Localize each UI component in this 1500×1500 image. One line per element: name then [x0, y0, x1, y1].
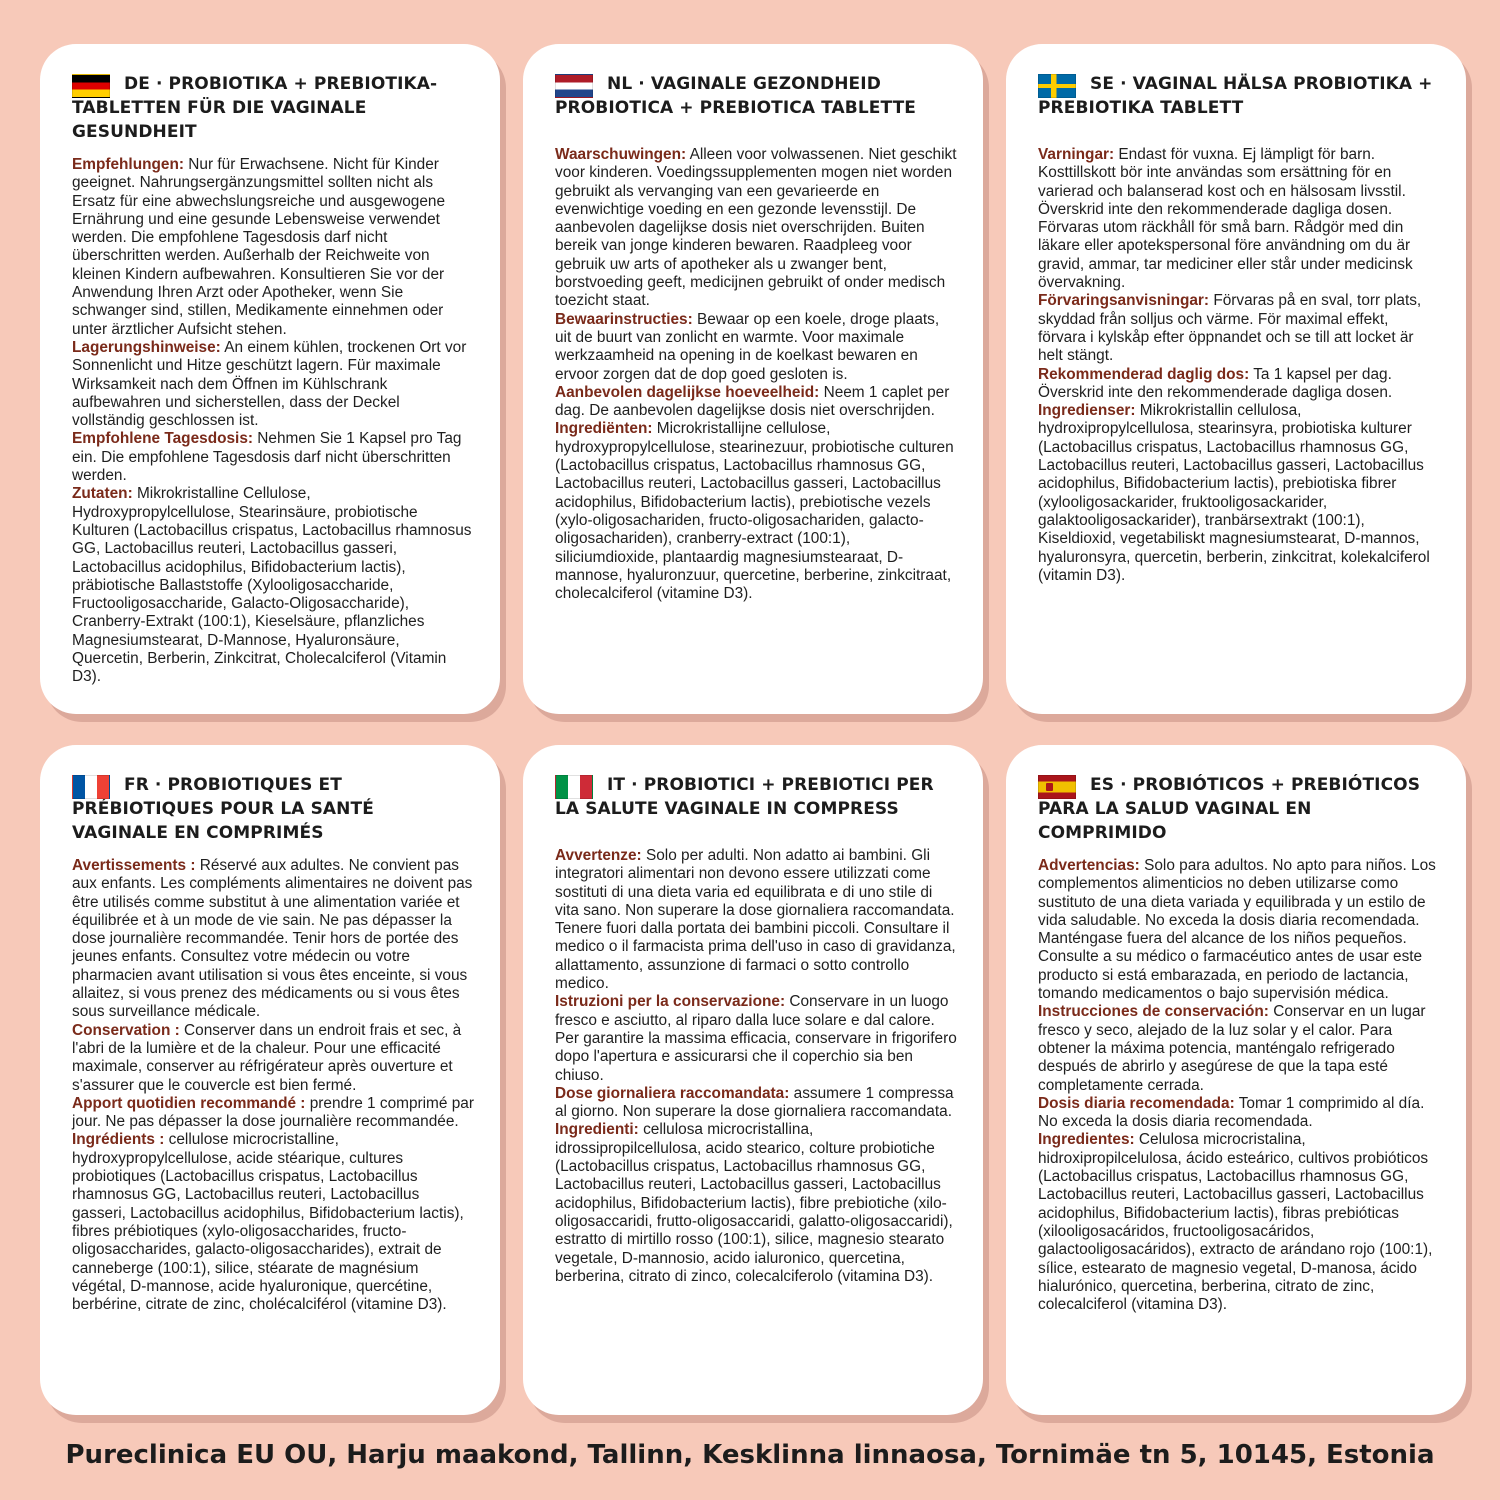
- card-title: FR · PROBIOTIQUES ET PRÉBIOTIQUES POUR LA SANTÉ VAGINALE EN COMPRIMÉS: [72, 775, 374, 843]
- section-label: Bewaarinstructies:: [555, 310, 693, 328]
- section-text: Ta 1 kapsel per dag. Överskrid inte den rekommenderade dagliga dosen.: [1038, 365, 1393, 401]
- card-it: [523, 745, 983, 1415]
- section-ingredients: [555, 420, 957, 603]
- card-title: DE · PROBIOTIKA + PREBIOTIKA-TABLETTEN FÜR DIE VAGINALE GESUNDHEIT: [72, 74, 438, 142]
- section-text: Conservare in un luogo fresco e asciutto, al riparo dalla luce solare e dal calore. Per garantire la massima efficacia, conservare in frigorifero dopo l'apertura e assicurarsi che il coperchio sia ben chiuso.: [555, 993, 957, 1084]
- card-body: [72, 857, 474, 1314]
- card-es: [1006, 745, 1466, 1415]
- footer-address: Pureclinica EU OU, Harju maakond, Tallinn, Kesklinna linnaosa, Tornimäe tn 5, 10145, Estonia: [65, 1440, 1435, 1470]
- section-label: Förvaringsanvisningar:: [1038, 292, 1210, 310]
- section-ingredients: [72, 485, 474, 686]
- card-nl: [523, 44, 983, 714]
- section-storage: [1038, 292, 1440, 365]
- section-storage: [555, 993, 957, 1084]
- section-storage: [555, 311, 957, 384]
- section-label: Ingrediënten:: [555, 420, 653, 438]
- card-header: [555, 72, 957, 134]
- card-se: [1006, 44, 1466, 714]
- section-label: Dose giornaliera raccomandata:: [555, 1084, 790, 1102]
- section-recommendations: [72, 156, 474, 339]
- section-text: Bewaar op een koele, droge plaats, uit de buurt van zonlicht en warmte. Voor maximale werkzaamheid na opening in de koelkast bewaren en ervoor zorgen dat de dop goed gesloten is.: [555, 310, 940, 383]
- section-storage: [72, 1022, 474, 1095]
- section-ingredients: [555, 1121, 957, 1286]
- section-dosage: [72, 430, 474, 485]
- section-text: Réservé aux adultes. Ne convient pas aux enfants. Les compléments alimentaires ne doivent pas être utilisés comme substitut à une alimentation variée et équilibrée et à un mode de vie sain. Ne pas dépasser la dose journalière recommandée. Tenir hors de portée des jeunes enfants. Consultez votre médecin ou votre pharmacien avant utilisation si vous êtes enceinte, si vous allaitez, si vous prenez des médicaments ou si vous êtes sous surveillance médicale.: [72, 857, 473, 1021]
- card-body: [1038, 146, 1440, 585]
- section-warnings: [1038, 857, 1440, 1003]
- section-warnings: [1038, 146, 1440, 292]
- card-body: [555, 146, 957, 603]
- section-dosage: [555, 1085, 957, 1122]
- section-label: Ingrédients :: [72, 1131, 165, 1149]
- france-flag-icon: [72, 775, 110, 799]
- section-text: assumere 1 compressa al giorno. Non superare la dose giornaliera raccomandata.: [555, 1084, 954, 1121]
- section-dosage: [555, 384, 957, 421]
- card-header: [72, 72, 474, 144]
- section-label: Avvertenze:: [555, 847, 642, 864]
- italy-flag-icon: [555, 775, 593, 799]
- section-text: Microkristallijne cellulose, hydroxypropylcellulose, stearinezuur, probiotische culturen (Lactobacillus crispatus, Lactobacillus rhamnosus GG, Lactobacillus reuteri, Lactobacillus gasseri, Lactobacillus acidophilus, Bifidobacterium lactis), prebiotische vezels (xylo-oligosachariden, fructo-oligosachariden, galacto-oligosachariden), cranberry-extract (100:1), siliciumdioxide, plantaardig magnesiumstearaat, D-mannose, hyaluronzuur, quercetine, berberine, zinkcitraat, cholecalciferol (vitamine D3).: [555, 420, 954, 603]
- section-label: Conservation :: [72, 1021, 180, 1039]
- section-dosage: [72, 1095, 474, 1132]
- section-ingredients: [1038, 402, 1440, 585]
- section-text: Förvaras på en sval, torr plats, skyddad från solljus och värme. För maximal effekt, förvara i kylskåp efter öppnandet och se till att locket är helt stängt.: [1038, 292, 1422, 365]
- card-body: [1038, 857, 1440, 1314]
- section-text: Mikrokristallin cellulosa, hydroxipropylcellulosa, stearinsyra, probiotiska kulturer (Lactobacillus crispatus, Lactobacillus rhamnosus GG, Lactobacillus reuteri, Lactobacillus gasseri, Lactobacillus acidophilus, Bifidobacterium lactis), prebiotiska fibrer (xylooligosackarider, fruktooligosackarider, galaktooligosackarider), tranbärsextrakt (100:1), Kiseldioxid, vegetabiliskt magnesiumstearat, D-mannos, hyaluronsyra, quercetin, berberin, zinkcitrat, kolekalciferol (vitamin D3).: [1038, 402, 1430, 584]
- section-text: cellulosa microcristallina, idrossipropilcellulosa, acido stearico, colture probiotiche (Lactobacillus crispatus, Lactobacillus rhamnosus GG, Lactobacillus reuteri, Lactobacillus gasseri, Lactobacillus acidophilus, Bifidobacterium lactis), fibre prebiotiche (xilo-oligosaccaridi, frutto-oligosaccaridi, galatto-oligosaccaridi), estratto di mirtillo rosso (100:1), silice, magnesio stearato vegetale, D-mannosio, acido ialuronico, quercetina, berberina, citrato di zinco, colecalciferolo (vitamina D3).: [555, 1121, 953, 1285]
- section-text: Celulosa microcristalina, hidroxipropilcelulosa, ácido esteárico, cultivos probióticos (Lactobacillus crispatus, Lactobacillus rhamnosus GG, Lactobacillus reuteri, Lactobacillus gasseri, Lactobacillus acidophilus, Bifidobacterium lactis), fibras prebióticas (xilooligosacáridos, fructooligosacáridos, galactooligosacáridos), extracto de arándano rojo (100:1), sílice, estearato de magnesio vegetal, D-manosa, ácido hialurónico, quercetina, berberina, citrato de zinc, colecalciferol (vitamina D3).: [1038, 1131, 1433, 1314]
- section-storage: [72, 339, 474, 430]
- card-title: IT · PROBIOTICI + PREBIOTICI PER LA SALUTE VAGINALE IN COMPRESS: [555, 775, 934, 819]
- section-text: Mikrokristalline Cellulose, Hydroxypropylcellulose, Stearinsäure, probiotische Kulturen (Lactobacillus crispatus, Lactobacillus rhamnosus GG, Lactobacillus reuteri, Lactobacillus gasseri, Lactobacillus acidophilus, Bifidobacterium lactis), präbiotische Ballaststoffe (Xylooligosaccharide, Fructooligosaccharide, Galacto-Oligosaccharide), Cranberry-Extrakt (100:1), Kieselsäure, pflanzliches Magnesiumstearat, D-Mannose, Hyaluronsäure, Quercetin, Berberin, Zinkcitrat, Cholecalciferol (Vitamin D3).: [72, 485, 472, 686]
- section-warnings: [555, 146, 957, 311]
- spain-flag-icon: [1038, 775, 1076, 799]
- section-ingredients: [1038, 1131, 1440, 1314]
- card-header: [72, 773, 474, 845]
- section-label: Empfohlene Tagesdosis:: [72, 430, 254, 448]
- section-warnings: [72, 857, 474, 1022]
- section-label: Apport quotidien recommandé :: [72, 1094, 306, 1112]
- card-title: SE · VAGINAL HÄLSA PROBIOTIKA + PREBIOTIKA TABLETT: [1038, 74, 1433, 118]
- section-label: Instrucciones de conservación:: [1038, 1003, 1269, 1021]
- section-text: Conserver dans un endroit frais et sec, à l'abri de la lumière et de la chaleur. Pour une efficacité maximale, conserver au réfrigérateur après ouverture et s'assurer que le couvercle est bien fermé.: [72, 1021, 462, 1094]
- section-text: Solo para adultos. No apto para niños. Los complementos alimenticios no deben utilizarse como sustituto de una dieta variada y equilibrada y un estilo de vida saludable. No exceda la dosis diaria recomendada. Manténgase fuera del alcance de los niños pequeños. Consulte a su médico o farmacéutico antes de usar este producto si está embarazada, en periodo de lactancia, tomando medicamentos o bajo supervisión médica.: [1038, 857, 1436, 1003]
- section-ingredients: [72, 1131, 474, 1314]
- section-text: Nehmen Sie 1 Kapsel pro Tag ein. Die empfohlene Tagesdosis darf nicht überschritten werden.: [72, 430, 462, 485]
- section-text: Solo per adulti. Non adatto ai bambini. Gli integratori alimentari non devono essere utilizzati come sostituti di una dieta varia ed equilibrata e di uno stile di vita sano. Non superare la dose giornaliera raccomandata. Tenere fuori dalla portata dei bambini piccoli. Consultare il medico o il farmacista prima dell'uso in caso di gravidanza, allattamento, assunzione di farmaci o sotto controllo medico.: [555, 847, 956, 993]
- card-title: NL · VAGINALE GEZONDHEID PROBIOTICA + PREBIOTICA TABLETTE: [555, 74, 916, 118]
- section-text: Neem 1 caplet per dag. De aanbevolen dagelijkse dosis niet overschrijden.: [555, 383, 950, 420]
- section-label: Aanbevolen dagelijkse hoeveelheid:: [555, 383, 820, 401]
- card-header: [555, 773, 957, 835]
- section-label: Waarschuwingen:: [555, 146, 687, 163]
- section-label: Lagerungshinweise:: [72, 338, 221, 356]
- sweden-flag-icon: [1038, 74, 1076, 98]
- section-label: Rekommenderad daglig dos:: [1038, 365, 1250, 383]
- card-body: [72, 156, 474, 687]
- section-label: Istruzioni per la conservazione:: [555, 993, 786, 1011]
- section-label: Avertissements :: [72, 857, 196, 874]
- section-text: cellulose microcristalline, hydroxypropylcellulose, acide stéarique, cultures probiotiques (Lactobacillus crispatus, Lactobacillus rhamnosus GG, Lactobacillus reuteri, Lactobacillus gasseri, Lactobacillus acidophilus, Bifidobacterium lactis), fibres prébiotiques (xylo-oligosaccharides, fructo-oligosaccharides, galacto-oligosaccharides), extrait de canneberge (100:1), silice, stéarate de magnésium végétal, D-mannose, acide hyaluronique, quercétine, berbérine, citrate de zinc, cholécalciférol (vitamine D3).: [72, 1131, 464, 1314]
- section-warnings: [555, 847, 957, 993]
- card-title: ES · PROBIÓTICOS + PREBIÓTICOS PARA LA SALUD VAGINAL EN COMPRIMIDO: [1038, 775, 1421, 843]
- section-text: Endast för vuxna. Ej lämpligt för barn. Kosttillskott bör inte användas som ersättning för en varierad och balanserad kost och en hälsosam livsstil. Överskrid inte den rekommenderade dagliga dosen. Förvaras utom räckhåll för små barn. Rådgör med din läkare eller apotekspersonal före användning om du är gravid, ammar, tar mediciner eller står under medicinsk övervakning.: [1038, 146, 1413, 292]
- section-dosage: [1038, 366, 1440, 403]
- section-dosage: [1038, 1095, 1440, 1132]
- card-header: [1038, 773, 1440, 845]
- section-label: Varningar:: [1038, 146, 1115, 163]
- section-label: Ingredientes:: [1038, 1131, 1135, 1149]
- section-text: prendre 1 comprimé par jour. Ne pas dépasser la dose journalière recommandée.: [72, 1094, 474, 1131]
- section-text: Conservar en un lugar fresco y seco, alejado de la luz solar y el calor. Para obtener la máxima potencia, manténgalo refrigerado después de abrirlo y asegúrese de que la tapa esté completamente cerrada.: [1038, 1003, 1426, 1094]
- card-fr: [40, 745, 500, 1415]
- card-body: [555, 847, 957, 1286]
- netherlands-flag-icon: [555, 74, 593, 98]
- section-label: Advertencias:: [1038, 857, 1140, 874]
- section-label: Zutaten:: [72, 485, 133, 503]
- germany-flag-icon: [72, 74, 110, 98]
- section-label: Empfehlungen:: [72, 156, 185, 173]
- section-text: An einem kühlen, trockenen Ort vor Sonnenlicht und Hitze geschützt lagern. Für maximale Wirksamkeit nach dem Öffnen im Kühlschrank aufbewahren und sicherstellen, dass der Deckel vollständig geschlossen ist.: [72, 338, 467, 430]
- card-de: [40, 44, 500, 714]
- section-label: Ingredienser:: [1038, 402, 1136, 420]
- section-label: Dosis diaria recomendada:: [1038, 1094, 1235, 1112]
- section-label: Ingredienti:: [555, 1121, 639, 1139]
- section-text: Tomar 1 comprimido al día. No exceda la dosis diaria recomendada.: [1038, 1094, 1425, 1131]
- section-text: Nur für Erwachsene. Nicht für Kinder geeignet. Nahrungsergänzungsmittel sollten nicht als Ersatz für eine abwechslungsreiche und ausgewogene Ernährung und eine gesunde Lebensweise verwendet werden. Die empfohlene Tagesdosis darf nicht überschritten werden. Außerhalb der Reichweite von kleinen Kindern aufbewahren. Konsultieren Sie vor der Anwendung Ihren Arzt oder Apotheker, wenn Sie schwanger sind, stillen, Medikamente einnehmen oder unter ärztlicher Aufsicht stehen.: [72, 156, 446, 338]
- section-text: Alleen voor volwassenen. Niet geschikt voor kinderen. Voedingssupplementen mogen niet worden gebruikt als vervanging van een gevarieerde en evenwichtige voeding en een gezonde levensstijl. De aanbevolen dagelijkse dosis niet overschrijden. Buiten bereik van jonge kinderen bewaren. Raadpleeg voor gebruik uw arts of apotheker als u zwanger bent, borstvoeding geeft, medicijnen gebruikt of onder medisch toezicht staat.: [555, 146, 957, 310]
- section-storage: [1038, 1003, 1440, 1094]
- card-header: [1038, 72, 1440, 134]
